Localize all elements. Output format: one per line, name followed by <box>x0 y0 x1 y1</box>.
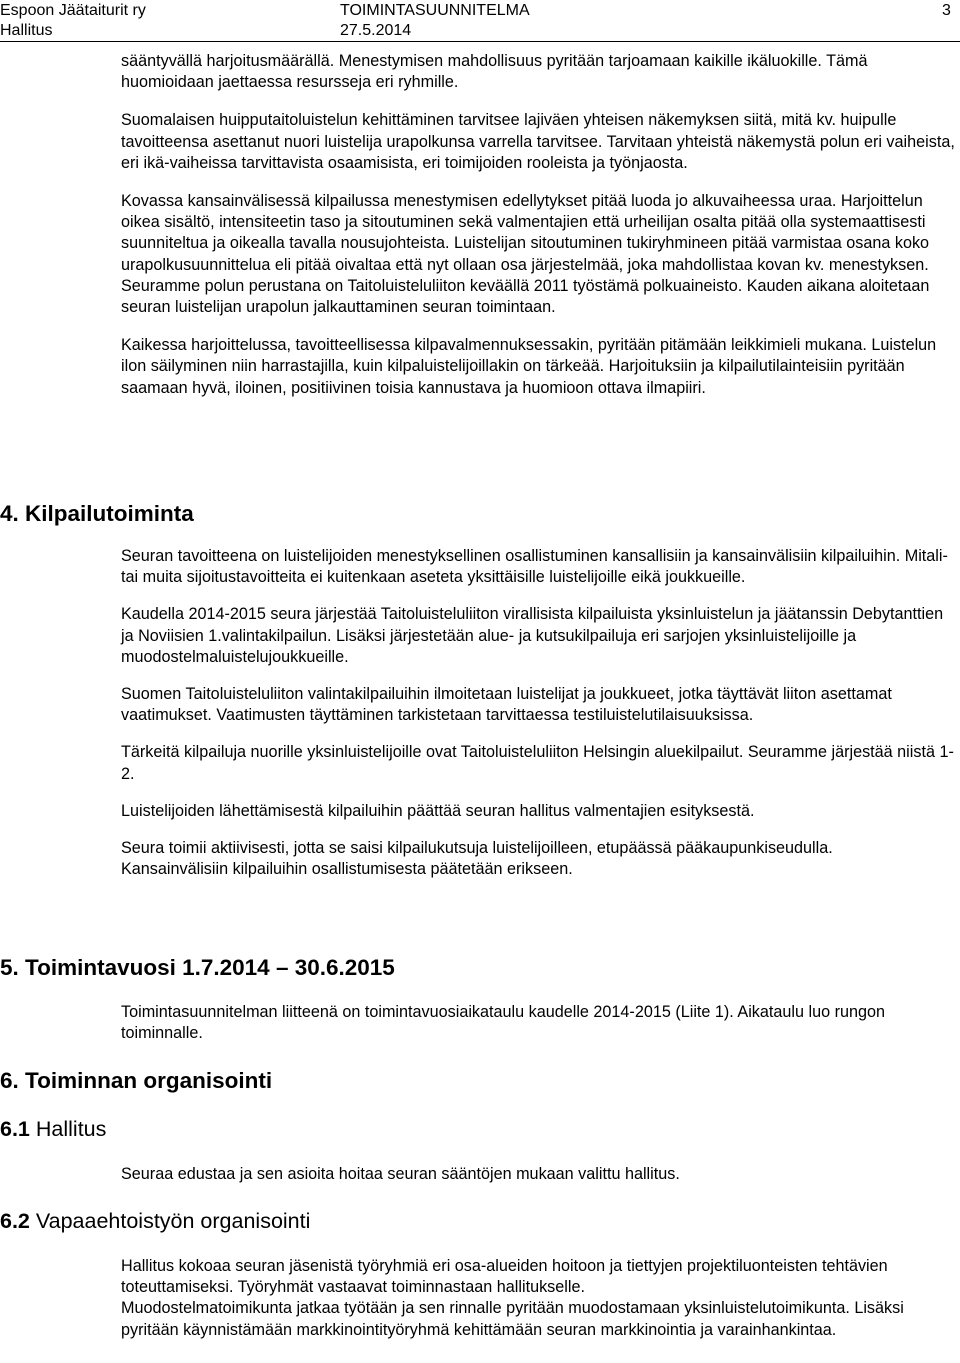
section-5-body <box>121 1002 960 1044</box>
section-6-heading: 6. Toiminnan organisointi <box>0 1068 273 1093</box>
page-header <box>0 0 960 44</box>
section-4-body <box>121 546 960 880</box>
section-4-paragraph-3: Suomen Taitoluisteluliiton valintakilpailuihin ilmoitetaan luistelijat ja joukkueet, jotka täyttävät liiton asettamat vaatimukset. Vaatimusten täyttäminen tarkistetaan tarvittaessa testiluistelutilaisuuksissa. <box>121 685 892 725</box>
section-6-2-number: 6.2 <box>0 1209 30 1233</box>
intro-paragraph-2: Suomalaisen huipputaitoluistelun kehittäminen tarvitsee lajiväen yhteisen näkemyksen siitä, mitä kv. huipulle tavoitteensa asettanut nuori luistelija urapolkunsa varrella tarvitsee. Tarvitaan yhteistä näkemystä polun eri vaiheista, eri ikä-vaiheissa tarvittavista osaamisista, eri toimijoiden rooleista ja työnjaosta. <box>121 111 955 172</box>
section-6-1-number: 6.1 <box>0 1117 30 1141</box>
section-6-2-body <box>121 1256 960 1341</box>
header-document-title: TOIMINTASUUNNITELMA <box>340 2 530 19</box>
header-divider <box>0 41 960 42</box>
section-6-1-body <box>121 1164 960 1185</box>
section-5-paragraph-1: Toimintasuunnitelman liitteenä on toimintavuosiaikataulu kaudelle 2014-2015 (Liite 1). Aikataulu luo rungon toiminnalle. <box>121 1003 885 1043</box>
intro-paragraph-3: Kovassa kansainvälisessä kilpailussa menestymisen edellytykset pitää luoda jo alkuvaiheessa uraa. Harjoittelun oikea sisältö, intensiteetin taso ja sitoutuminen sekä valmentajien että urheilijan osalta pitää olla systemaattisesti suunniteltua ja oikealla tavalla nousujohteista. Luistelijan sitoutuminen tukiryhmineen pitää varmistaa osana koko urapolkusuunnittelua eli pitää oivaltaa että nyt ollaan osa järjestelmää, joka mahdollistaa kovan kv. menestyksen. Seuramme polun perustana on Taitoluisteluliiton keväällä 2011 työstämä polkuaineisto. Kauden aikana aloitetaan seuran luistelijan urapolun jalkauttaminen seuran toimintaan. <box>121 192 930 317</box>
section-4-paragraph-6a: Seura toimii aktiivisesti, jotta se saisi kilpailukutsuja luistelijoilleen, etupäässä pääkaupunkiseudulla. <box>121 839 833 858</box>
section-4-paragraph-1: Seuran tavoitteena on luistelijoiden menestyksellinen osallistuminen kansallisiin ja kansainvälisiin kilpailuihin. Mitali- tai muita sijoitustavoitteita ei kuitenkaan aseteta yksittäisille luistelijoille eikä joukkueille. <box>121 547 948 587</box>
section-6-2-title: Vapaaehtoistyön organisointi <box>35 1209 311 1233</box>
header-organization: Espoon Jäätaiturit ry <box>0 2 146 19</box>
section-6-1-heading <box>0 1115 106 1143</box>
intro-paragraph-4: Kaikessa harjoittelussa, tavoitteellisessa kilpavalmennuksessakin, pyritään pitämään leikkimieli mukana. Luistelun ilon säilyminen niin harrastajilla, kuin kilpaluistelijoillakin on tärkeää. Harjoituksiin ja kilpailutilainteisiin pyritään saamaan hyvä, iloinen, positiivinen toisia kannustava ja huomioon ottava ilmapiiri. <box>121 336 937 397</box>
section-4-heading: 4. Kilpailutoiminta <box>0 501 194 526</box>
section-5-heading: 5. Toimintavuosi 1.7.2014 – 30.6.2015 <box>0 955 395 980</box>
section-4-paragraph-2: Kaudella 2014-2015 seura järjestää Taitoluisteluliiton virallisista kilpailuista yksinluistelun ja jäätanssin Debytanttien ja Noviisien 1.valintakilpailun. Lisäksi järjestetään alue- ja kutsukilpailuja eri sarjojen yksinluistelijoille ja muodostelmaluistelujoukkueille. <box>121 605 944 666</box>
section-4-paragraph-6b: Kansainvälisiin kilpailuihin osallistumisesta päätetään erikseen. <box>121 860 573 879</box>
header-document-date: 27.5.2014 <box>340 22 412 39</box>
section-6-2-paragraph-1: Hallitus kokoaa seuran jäsenistä työryhmiä eri osa-alueiden hoitoon ja tiettyjen projektiluonteisten tehtävien toteuttamiseksi. Työryhmät vastaavat toiminnastaan hallitukselle. <box>121 1257 888 1297</box>
header-board: Hallitus <box>0 22 53 39</box>
intro-paragraph-1: sääntyvällä harjoitusmäärällä. Menestymisen mahdollisuus pyritään tarjoamaan kaikille ikäluokille. Tämä huomioidaan jaettaessa resursseja eri ryhmille. <box>121 52 868 92</box>
section-6-1-paragraph: Seuraa edustaa ja sen asioita hoitaa seuran sääntöjen mukaan valittu hallitus. <box>121 1165 680 1183</box>
section-6-2-paragraph-2: Muodostelmatoimikunta jatkaa työtään ja sen rinnalle pyritään muodostamaan yksinluistelutoimikunta. Lisäksi pyritään käynnistämään markkinointityöryhmä kehittämään seuran markkinointia ja varainhankintaa. <box>121 1299 904 1339</box>
intro-section <box>121 51 960 417</box>
section-6-1-title: Hallitus <box>35 1117 107 1141</box>
section-6-2-heading <box>0 1207 310 1235</box>
page-number: 3 <box>942 2 951 19</box>
section-4-paragraph-4: Tärkeitä kilpailuja nuorille yksinluistelijoille ovat Taitoluisteluliiton Helsingin aluekilpailut. Seuramme järjestää niistä 1-2. <box>121 743 954 783</box>
section-4-paragraph-5: Luistelijoiden lähettämisestä kilpailuihin päättää seuran hallitus valmentajien esityksestä. <box>121 801 755 820</box>
